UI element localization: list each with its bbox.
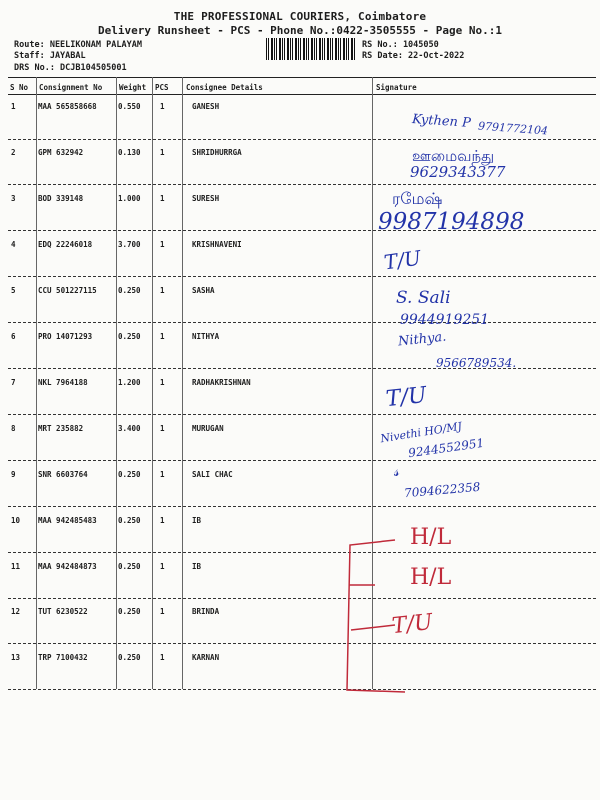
rs-date: RS Date: 22-Oct-2022 (362, 51, 465, 61)
signature-9-mark-icon: 𝓈 (394, 462, 400, 480)
row-consignee: KARNAN (192, 653, 220, 662)
row-consignee: SHRIDHURRGA (192, 148, 242, 157)
row-pcs: 1 (160, 286, 165, 295)
row-separator (8, 506, 596, 507)
signature-11: H/L (410, 565, 452, 590)
row-consignment: EDQ 22246018 (38, 240, 93, 249)
row-consignee: SURESH (192, 194, 220, 203)
table-bottom-rule (8, 689, 596, 690)
row-consignee: RADHAKRISHNAN (192, 378, 251, 387)
row-consignee: IB (192, 516, 202, 525)
red-bracket-mark (335, 530, 415, 700)
row-weight: 0.250 (118, 562, 141, 571)
row-consignment: TUT 6230522 (38, 607, 88, 616)
signature-9-phone: 7094622358 (403, 479, 481, 501)
row-consignee: IB (192, 562, 202, 571)
signature-2-name: ஊமைவந்து (412, 147, 495, 165)
row-sno: 9 (11, 470, 16, 479)
row-sno: 5 (11, 286, 16, 295)
row-pcs: 1 (160, 607, 165, 616)
row-consignee: SASHA (192, 286, 215, 295)
row-pcs: 1 (160, 240, 165, 249)
row-weight: 0.250 (118, 332, 141, 341)
row-pcs: 1 (160, 653, 165, 662)
row-consignee: MURUGAN (192, 424, 224, 433)
row-weight: 1.000 (118, 194, 141, 203)
row-weight: 0.250 (118, 470, 141, 479)
row-separator (8, 139, 596, 140)
row-weight: 0.250 (118, 607, 141, 616)
row-pcs: 1 (160, 148, 165, 157)
table-top-rule (8, 77, 596, 78)
row-consignment: NKL 7964188 (38, 378, 88, 387)
staff-label: Staff: JAYABAL (14, 51, 86, 61)
signature-3-name: ரமேஷ் (392, 189, 443, 208)
runsheet-subtitle: Delivery Runsheet - PCS - Phone No.:0422-3505555 - Page No.:1 (98, 24, 502, 37)
row-consignment: MAA 942484873 (38, 562, 97, 571)
col-header-consignment: Consignment No (39, 83, 103, 92)
row-consignment: CCU 501227115 (38, 286, 97, 295)
signature-5-name: S. Sali (396, 288, 451, 308)
row-separator (8, 643, 596, 644)
row-separator (8, 460, 596, 461)
row-consignment: GPM 632942 (38, 148, 84, 157)
row-weight: 0.250 (118, 653, 141, 662)
row-pcs: 1 (160, 562, 165, 571)
signature-8-phone: 9244552951 (407, 435, 485, 461)
signature-1-phone: 9791772104 (477, 119, 549, 138)
col-header-weight: Weight (119, 83, 147, 92)
signature-6-name: Nithya. (397, 329, 448, 350)
signature-4: T/U (382, 245, 423, 275)
row-pcs: 1 (160, 516, 165, 525)
row-sno: 12 (11, 607, 21, 616)
row-consignment: SNR 6603764 (38, 470, 88, 479)
row-sno: 1 (11, 102, 16, 111)
row-sno: 10 (11, 516, 21, 525)
header-bottom-rule (8, 94, 596, 95)
row-sno: 2 (11, 148, 16, 157)
row-weight: 0.130 (118, 148, 141, 157)
row-consignment: MAA 565858668 (38, 102, 97, 111)
row-consignment: MRT 235882 (38, 424, 84, 433)
drs-number: DRS No.: DCJB104505001 (14, 63, 127, 73)
row-weight: 3.700 (118, 240, 141, 249)
col-header-sno: S No (10, 83, 29, 92)
col-header-signature: Signature (376, 83, 417, 92)
signature-5-phone: 9944919251 (400, 312, 490, 328)
row-weight: 1.200 (118, 378, 141, 387)
barcode (266, 38, 356, 60)
row-separator (8, 184, 596, 185)
row-separator (8, 322, 596, 323)
row-consignee: BRINDA (192, 607, 220, 616)
row-pcs: 1 (160, 378, 165, 387)
company-title: THE PROFESSIONAL COURIERS, Coimbatore (173, 10, 427, 23)
row-separator (8, 552, 596, 553)
row-weight: 0.250 (118, 516, 141, 525)
signature-2-phone: 9629343377 (410, 163, 506, 181)
row-sno: 11 (11, 562, 21, 571)
route-label: Route: NEELIKONAM PALAYAM (14, 40, 142, 50)
row-sno: 4 (11, 240, 16, 249)
row-pcs: 1 (160, 194, 165, 203)
signature-7: T/U (384, 382, 428, 413)
row-consignment: PRO 14071293 (38, 332, 93, 341)
row-sno: 7 (11, 378, 16, 387)
row-consignment: TRP 7100432 (38, 653, 88, 662)
row-pcs: 1 (160, 424, 165, 433)
row-separator (8, 276, 596, 277)
signature-8-name: Nivethi HO/MJ (379, 419, 463, 446)
signature-6-phone: 9566789534. (436, 356, 517, 370)
row-sno: 6 (11, 332, 16, 341)
col-header-pcs: PCS (155, 83, 169, 92)
row-separator (8, 598, 596, 599)
signature-12: T/U (390, 609, 434, 640)
row-weight: 3.400 (118, 424, 141, 433)
signature-3-phone: 9987194898 (378, 209, 525, 235)
row-separator (8, 414, 596, 415)
row-pcs: 1 (160, 102, 165, 111)
rs-number: RS No.: 1045050 (362, 40, 439, 50)
row-pcs: 1 (160, 332, 165, 341)
row-consignee: GANESH (192, 102, 220, 111)
row-weight: 0.550 (118, 102, 141, 111)
row-consignee: NITHYA (192, 332, 220, 341)
row-sno: 8 (11, 424, 16, 433)
signature-1-name: Kythen P (411, 111, 472, 132)
row-consignee: KRISHNAVENI (192, 240, 242, 249)
row-consignment: BOD 339148 (38, 194, 84, 203)
row-consignee: SALI CHAC (192, 470, 233, 479)
signature-10: H/L (410, 525, 452, 550)
row-weight: 0.250 (118, 286, 141, 295)
row-pcs: 1 (160, 470, 165, 479)
row-sno: 13 (11, 653, 21, 662)
col-header-consignee: Consignee Details (186, 83, 263, 92)
row-sno: 3 (11, 194, 16, 203)
row-consignment: MAA 942485483 (38, 516, 97, 525)
